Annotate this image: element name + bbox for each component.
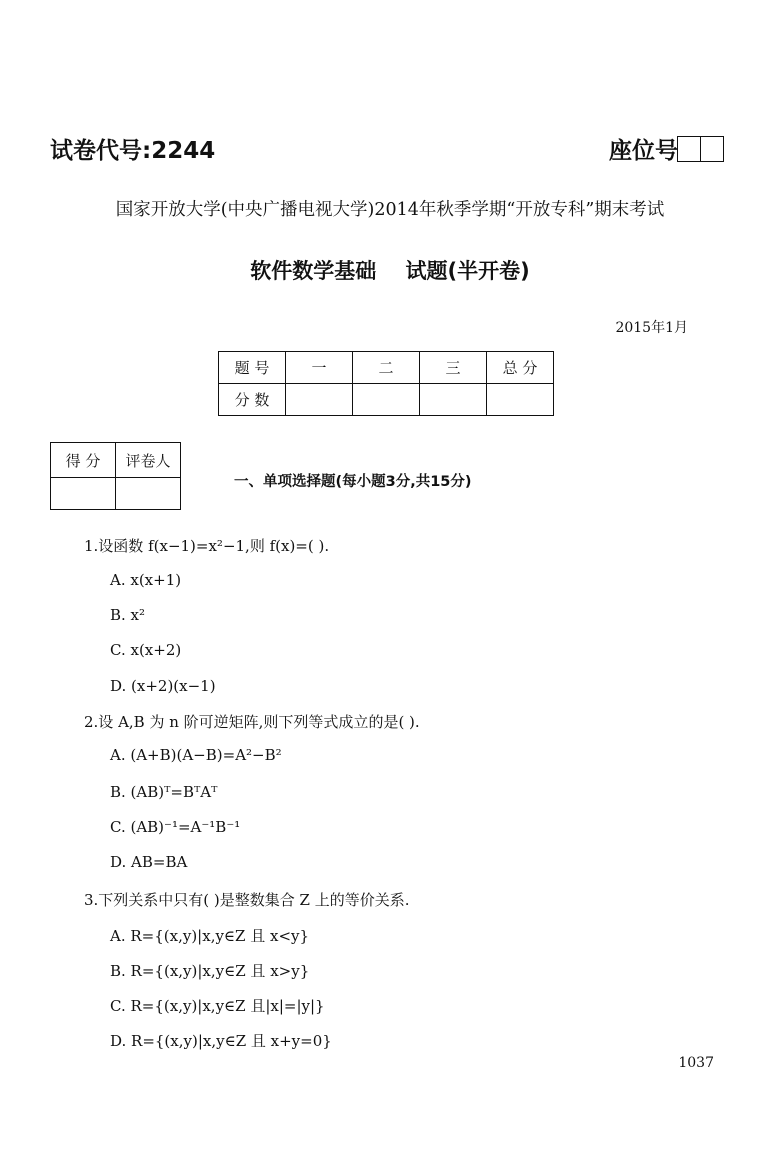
question-2-option-b: B. (AB)ᵀ=BᵀAᵀ [110, 783, 218, 801]
grader-entry-cell[interactable] [51, 478, 116, 510]
question-1-option-b: B. x² [110, 606, 146, 624]
score-table-value-row [219, 384, 554, 416]
grader-table-header-row [51, 443, 181, 478]
question-3-option-c: C. R={(x,y)|x,y∈Z 且|x|=|y|} [110, 997, 325, 1015]
question-2-option-c: C. (AB)⁻¹=A⁻¹B⁻¹ [110, 818, 241, 836]
question-1-option-d: D. (x+2)(x−1) [110, 677, 216, 695]
score-entry-cell[interactable] [487, 384, 554, 416]
grader-table [50, 442, 181, 510]
score-entry-cell[interactable] [353, 384, 420, 416]
question-3-option-d: D. R={(x,y)|x,y∈Z 且 x+y=0} [110, 1032, 332, 1050]
seat-box-2 [700, 136, 724, 162]
question-2-option-a: A. (A+B)(A−B)=A²−B² [110, 746, 282, 764]
question-3-option-a: A. R={(x,y)|x,y∈Z 且 x<y} [110, 927, 310, 945]
score-table-cell: 题 号 [219, 352, 286, 384]
grader-table-cell: 得 分 [51, 443, 116, 478]
exam-date: 2015年1月 [615, 320, 688, 336]
score-table-cell: 分 数 [219, 384, 286, 416]
seat-box-1 [677, 136, 701, 162]
section-heading: 一、单项选择题(每小题3分,共15分) [234, 474, 472, 490]
subject-title: 软件数学基础 试题(半开卷) [250, 259, 530, 283]
score-table [218, 351, 554, 416]
score-table-header-row [219, 352, 554, 384]
score-table-cell: 总 分 [487, 352, 554, 384]
question-1-stem: 1.设函数 f(x−1)=x²−1,则 f(x)=( ). [84, 537, 330, 555]
seat-number [609, 132, 724, 165]
grader-table-cell: 评卷人 [116, 443, 181, 478]
question-3-stem: 3.下列关系中只有( )是整数集合 Z 上的等价关系. [84, 891, 410, 909]
score-table-cell: 一 [286, 352, 353, 384]
question-1-option-c: C. x(x+2) [110, 641, 182, 659]
question-3-option-b: B. R={(x,y)|x,y∈Z 且 x>y} [110, 962, 310, 980]
page-number: 1037 [678, 1055, 714, 1071]
question-2-stem: 2.设 A,B 为 n 阶可逆矩阵,则下列等式成立的是( ). [84, 713, 420, 731]
grader-entry-cell[interactable] [116, 478, 181, 510]
score-entry-cell[interactable] [286, 384, 353, 416]
question-1-option-a: A. x(x+1) [110, 571, 182, 589]
seat-label: 座位号 [609, 138, 678, 164]
score-entry-cell[interactable] [420, 384, 487, 416]
score-table-cell: 二 [353, 352, 420, 384]
grader-table-entry-row [51, 478, 181, 510]
question-2-option-d: D. AB=BA [110, 853, 188, 871]
institution-line: 国家开放大学(中央广播电视大学)2014年秋季学期“开放专科”期末考试 [115, 200, 665, 220]
score-table-cell: 三 [420, 352, 487, 384]
exam-code: 试卷代号:2244 [50, 138, 216, 164]
